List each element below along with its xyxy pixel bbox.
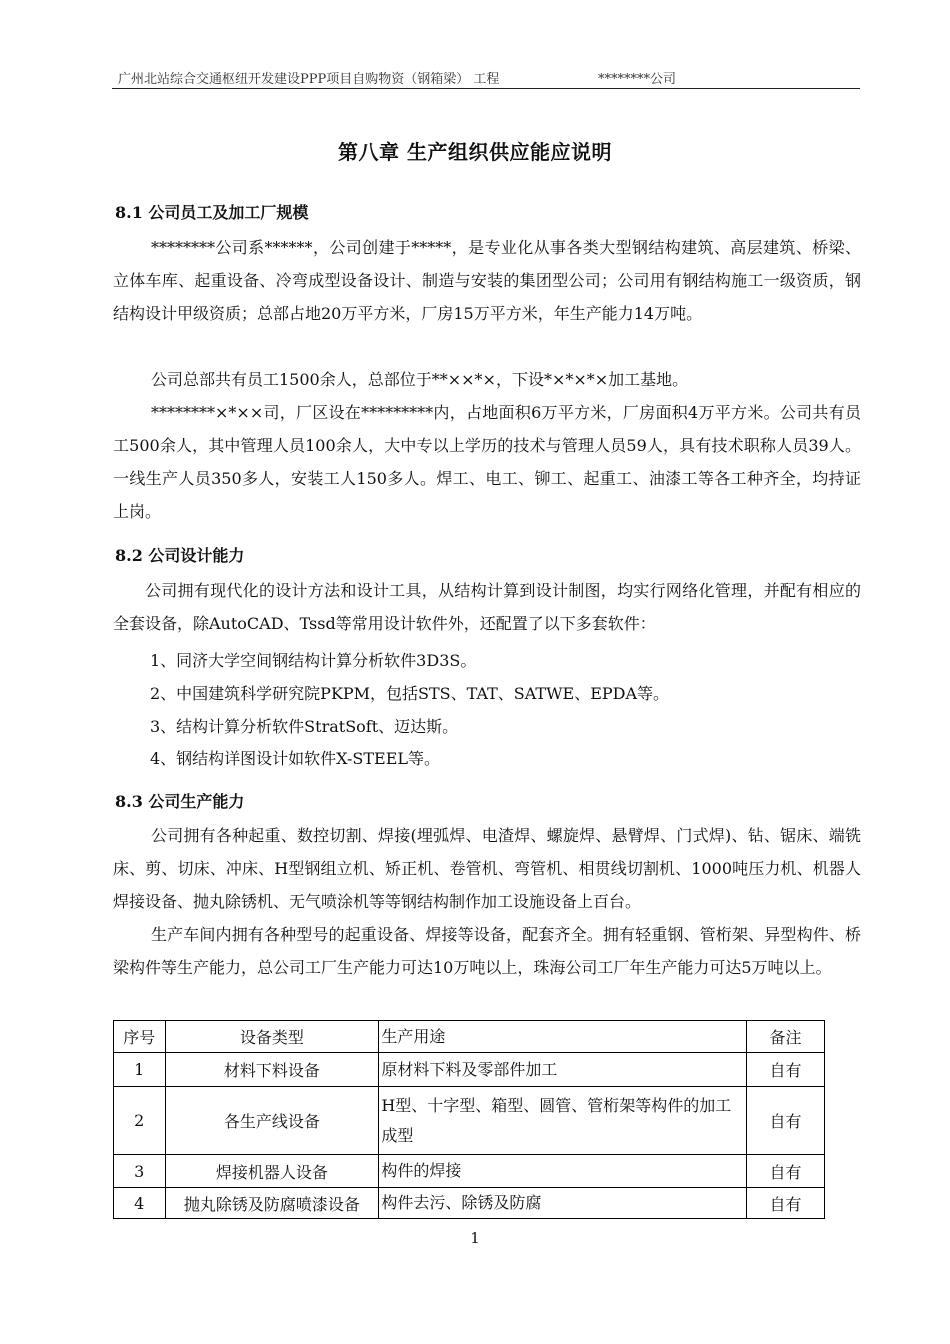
table-header-cell: 序号: [114, 1021, 166, 1053]
table-row: [114, 1053, 825, 1087]
table-cell: 构件去污、除锈及防腐: [379, 1188, 747, 1219]
table-cell: 2: [114, 1087, 166, 1155]
header-project-title: 广州北站综合交通枢纽开发建设PPP项目自购物资（钢箱梁） 工程: [118, 72, 500, 87]
table-header-cell: 备注: [746, 1021, 824, 1053]
table-cell: 抛丸除锈及防腐喷漆设备: [165, 1188, 379, 1219]
table-cell: 自有: [746, 1155, 824, 1188]
section-8-1-paragraph-2: 公司总部共有员工1500余人，总部位于**××*×，下设*×*×*×加工基地。: [151, 370, 689, 389]
equipment-table: [113, 1020, 825, 1219]
table-row: [114, 1087, 825, 1155]
table-cell: 原材料下料及零部件加工: [379, 1053, 747, 1087]
table-cell: 4: [114, 1188, 166, 1219]
software-list-item-2: 2、中国建筑科学研究院PKPM，包括STS、TAT、SATWE、EPDA等。: [150, 684, 670, 703]
table-cell: 材料下料设备: [165, 1053, 379, 1087]
section-8-3-paragraph-1: 公司拥有各种起重、数控切割、焊接(埋弧焊、电渣焊、螺旋焊、悬臂焊、门式焊)、钻、锯床、端铣床、剪、切床、冲床、H型钢组立机、矫正机、卷管机、弯管机、相贯线切割机、1000吨压力机、机器人焊接设备、抛丸除锈机、无气喷涂机等等钢结构制作加工设施设备上百台。: [113, 826, 861, 911]
chapter-title: 第八章 生产组织供应能应说明: [338, 140, 612, 164]
table-cell: 各生产线设备: [165, 1087, 379, 1155]
section-8-1-paragraph-3: ********×*××司，厂区设在*********内，占地面积6万平方米，厂房面积4万平方米。公司共有员工500余人，其中管理人员100余人，大中专以上学历的技术与管理人员59人，具有技术职称人员39人。 一线生产人员350多人，安装工人150多人。焊工、电工、铆工、起重工、油漆工等各工种齐全，均持证上岗。: [113, 403, 861, 521]
table-cell: 1: [114, 1053, 166, 1087]
header-company: ********公司: [598, 72, 677, 87]
table-header-cell: 设备类型: [165, 1021, 379, 1053]
section-8-1-paragraph-1: ********公司系******，公司创建于*****，是专业化从事各类大型钢结构建筑、高层建筑、桥梁、立体车库、起重设备、冷弯成型设备设计、制造与安装的集团型公司；公司用有钢结构施工一级资质，钢结构设计甲级资质；总部占地20万平方米，厂房15万平方米，年生产能力14万吨。: [113, 238, 861, 323]
table-cell: 3: [114, 1155, 166, 1188]
page-header: [112, 66, 860, 89]
software-list-item-4: 4、钢结构详图设计如软件X-STEEL等。: [150, 749, 441, 768]
table-cell: 自有: [746, 1087, 824, 1155]
software-list-item-3: 3、结构计算分析软件StratSoft、迈达斯。: [150, 717, 459, 736]
section-8-1-heading: 8.1 公司员工及加工厂规模: [115, 203, 309, 222]
table-row: [114, 1188, 825, 1219]
table-cell: 自有: [746, 1188, 824, 1219]
table-header-row: [114, 1021, 825, 1053]
section-8-3-heading: 8.3 公司生产能力: [115, 792, 245, 811]
table-cell: 自有: [746, 1053, 824, 1087]
table-header-cell: 生产用途: [379, 1021, 747, 1053]
page-number: 1: [470, 1229, 480, 1247]
table-cell: 焊接机器人设备: [165, 1155, 379, 1188]
table-cell: 构件的焊接: [379, 1155, 747, 1188]
table-row: [114, 1155, 825, 1188]
section-8-2-paragraph-1: 公司拥有现代化的设计方法和设计工具，从结构计算到设计制图，均实行网络化管理，并配有相应的全套设备，除AutoCAD、Tssd等常用设计软件外，还配置了以下多套软件：: [113, 581, 861, 633]
section-8-2-heading: 8.2 公司设计能力: [115, 546, 245, 565]
section-8-3-paragraph-2: 生产车间内拥有各种型号的起重设备、焊接等设备，配套齐全。拥有轻重钢、管桁架、异型构件、桥梁构件等生产能力，总公司工厂生产能力可达10万吨以上，珠海公司工厂年生产能力可达5万吨以上。: [113, 925, 861, 977]
software-list-item-1: 1、同济大学空间钢结构计算分析软件3D3S。: [150, 651, 477, 670]
table-cell: H型、十字型、箱型、圆管、管桁架等构件的加工成型: [379, 1087, 747, 1155]
